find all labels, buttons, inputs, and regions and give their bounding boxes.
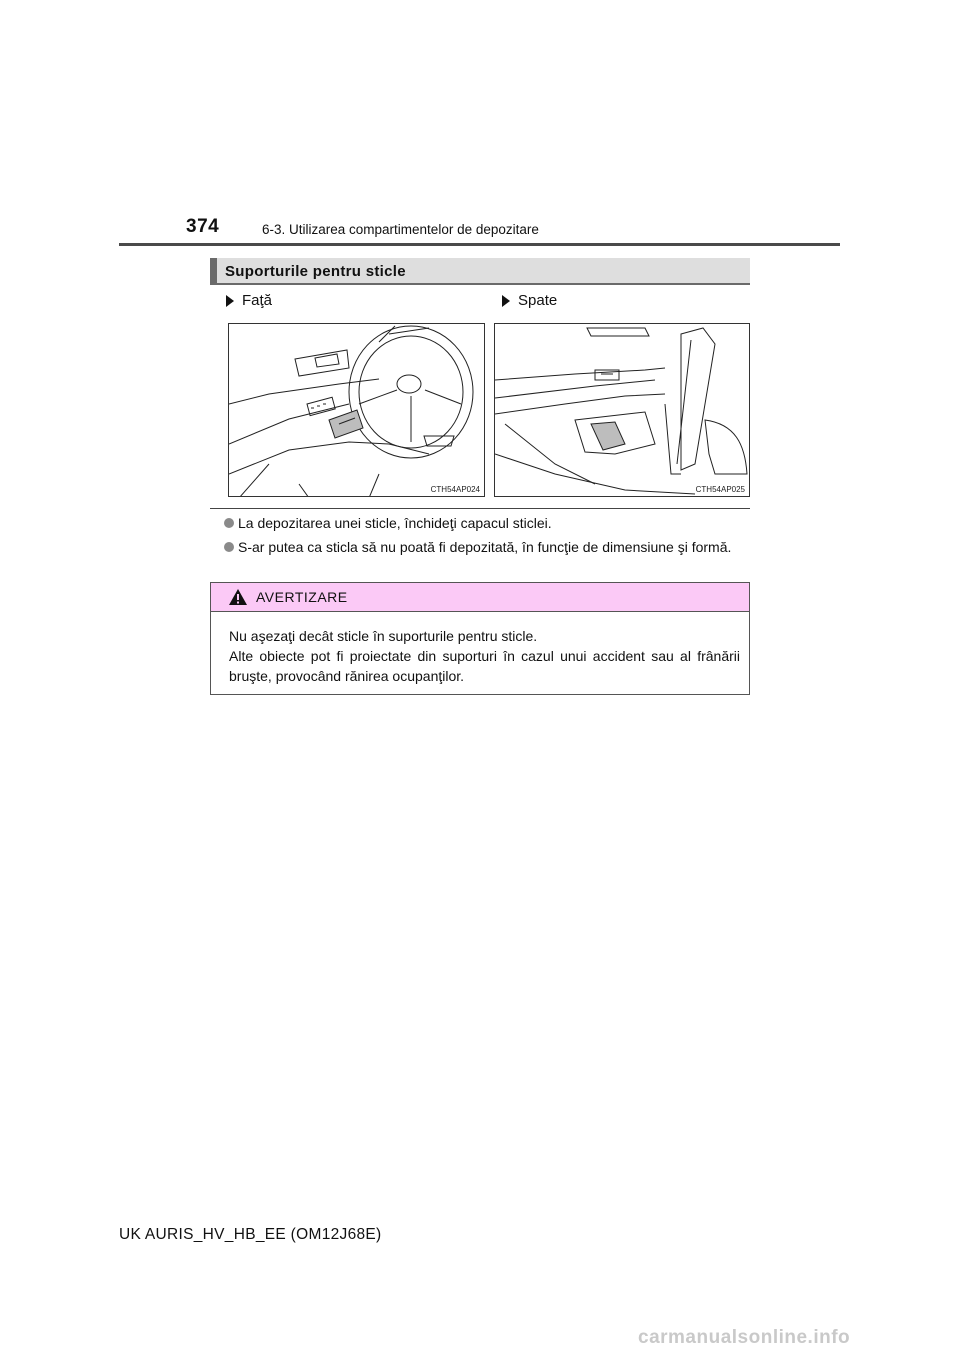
warning-title: AVERTIZARE — [256, 589, 348, 605]
front-view-label-text: Faţă — [242, 292, 273, 309]
warning-body — [229, 626, 740, 686]
rear-view-label-text: Spate — [518, 292, 558, 309]
list-item — [224, 513, 750, 533]
section-heading: 6-3. Utilizarea compartimentelor de depozitare — [262, 222, 539, 237]
warning-box — [210, 582, 750, 695]
triangle-bullet-icon — [226, 295, 234, 307]
illustration-divider — [210, 508, 750, 509]
document-code: UK AURIS_HV_HB_EE (OM12J68E) — [119, 1226, 382, 1243]
front-view-label — [226, 292, 272, 309]
rear-image-code: CTH54AP025 — [695, 485, 745, 494]
rear-cup-holder-illustration — [494, 323, 750, 497]
front-cup-holder-illustration — [228, 323, 485, 497]
warning-line: Nu aşezaţi decât sticle în suporturile pentru sticle. — [229, 628, 538, 644]
rear-view-label — [502, 292, 557, 309]
topic-marker — [210, 258, 217, 283]
page-number: 374 — [186, 216, 220, 237]
warning-header — [211, 583, 749, 612]
note-list — [224, 513, 750, 561]
triangle-bullet-icon — [502, 295, 510, 307]
topic-heading-bar — [210, 258, 750, 285]
topic-title: Suporturile pentru sticle — [225, 263, 406, 280]
list-item-text: La depozitarea unei sticle, închideţi capacul sticlei. — [238, 515, 552, 531]
header-divider — [119, 243, 840, 246]
warning-triangle-icon — [229, 589, 247, 605]
bullet-dot-icon — [224, 518, 234, 528]
list-item-text: S-ar putea ca sticla să nu poată fi depozitată, în funcţie de dimensiune şi formă. — [238, 539, 732, 555]
front-image-code: CTH54AP024 — [430, 485, 480, 494]
bullet-dot-icon — [224, 542, 234, 552]
front-interior-drawing — [229, 324, 485, 497]
watermark: carmanualsonline.info — [638, 1327, 851, 1348]
warning-line: Alte obiecte pot fi proiectate din suporturi în cazul unui accident sau al frânării bruşte, provocând rănirea ocupanţilor. — [229, 648, 740, 684]
rear-interior-drawing — [495, 324, 750, 497]
list-item — [224, 537, 750, 557]
